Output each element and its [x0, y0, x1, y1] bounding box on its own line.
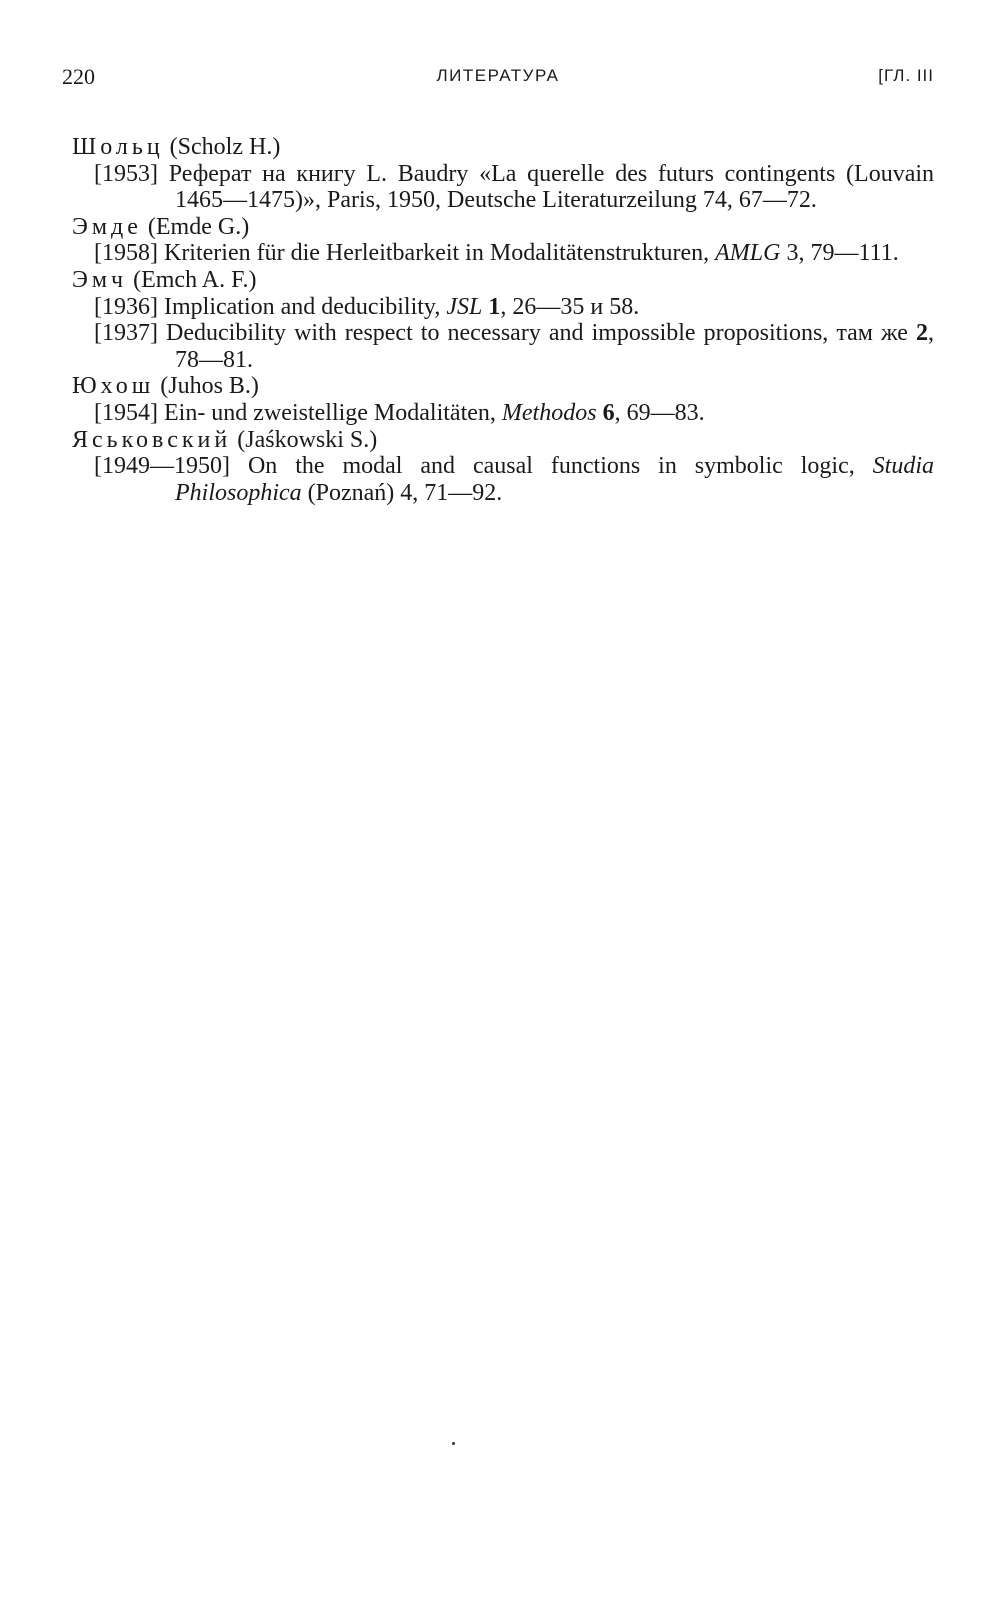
- journal-title: Studia Philosophica: [175, 453, 935, 506]
- reference-pages: (Poznań) 4, 71—92.: [307, 479, 503, 506]
- author-name-latin: (Emch A. F.): [133, 266, 257, 293]
- author-name-latin: (Jaśkowski S.): [237, 426, 378, 453]
- bibliography-author: [72, 214, 934, 241]
- reference-year: [1936]: [94, 293, 158, 320]
- reference-text: Deducibility with respect to necessary and impossible propositions, там же: [166, 320, 908, 347]
- reference-text: Ein- und zweistellige Modalitäten,: [163, 399, 496, 426]
- reference-year: [1937]: [94, 320, 158, 347]
- bibliography-author: [72, 267, 934, 294]
- volume-number: 2: [916, 320, 929, 347]
- journal-title: JSL: [446, 293, 483, 320]
- reference-pages: , 78—81.: [175, 320, 935, 373]
- author-name-latin: (Scholz H.): [169, 134, 281, 160]
- volume-number: 6: [602, 399, 615, 426]
- volume-number: 1: [488, 293, 501, 320]
- reference-text: Kriterien für die Herleitbarkeit in Modalitätenstrukturen,: [163, 240, 710, 267]
- author-name-cyrillic: Эмч: [72, 266, 128, 293]
- reference-year: [1958]: [94, 240, 158, 267]
- author-name-cyrillic: Юхош: [72, 373, 155, 400]
- page-number: 220: [62, 64, 95, 89]
- reference-text: Реферат на книгу L. Baudry «La querelle des futurs contingents (Louvain 1465—1475)», Paris, 1950, Deutsche Literaturzeilung 74, 67—72.: [168, 160, 935, 214]
- bibliography-reference: [94, 161, 934, 214]
- bibliography-reference: [94, 320, 934, 373]
- bibliography-author: [72, 427, 934, 454]
- reference-year: [1953]: [94, 160, 158, 187]
- reference-year: [1949—1950]: [94, 453, 230, 480]
- reference-pages: , 26—35 и 58.: [500, 293, 640, 320]
- reference-year: [1954]: [94, 399, 158, 426]
- author-name-cyrillic: Шольц: [72, 134, 164, 160]
- bibliography-reference: [94, 294, 934, 321]
- journal-title: AMLG: [715, 240, 781, 267]
- running-title: ЛИТЕРАТУРА: [436, 66, 560, 85]
- author-name-cyrillic: Яськовский: [72, 426, 232, 453]
- author-name-latin: (Juhos B.): [160, 373, 259, 400]
- author-name-latin: (Emde G.): [147, 213, 250, 240]
- bibliography-reference: [94, 400, 934, 427]
- chapter-marker: [ГЛ. III: [878, 66, 934, 85]
- reference-text: On the modal and causal functions in symbolic logic,: [247, 453, 855, 480]
- bibliography-reference: [94, 240, 934, 267]
- journal-title: Methodos: [501, 399, 597, 426]
- bibliography-list: [72, 134, 934, 506]
- reference-text: Implication and deducibility,: [163, 293, 441, 320]
- author-name-cyrillic: Эмде: [72, 213, 142, 240]
- page-header: [62, 64, 934, 94]
- bibliography-reference: [94, 453, 934, 506]
- reference-pages: 3, 79—111.: [786, 240, 899, 267]
- print-speck: [452, 1442, 455, 1445]
- bibliography-author: [72, 134, 934, 161]
- reference-pages: , 69—83.: [614, 399, 705, 426]
- bibliography-author: [72, 373, 934, 400]
